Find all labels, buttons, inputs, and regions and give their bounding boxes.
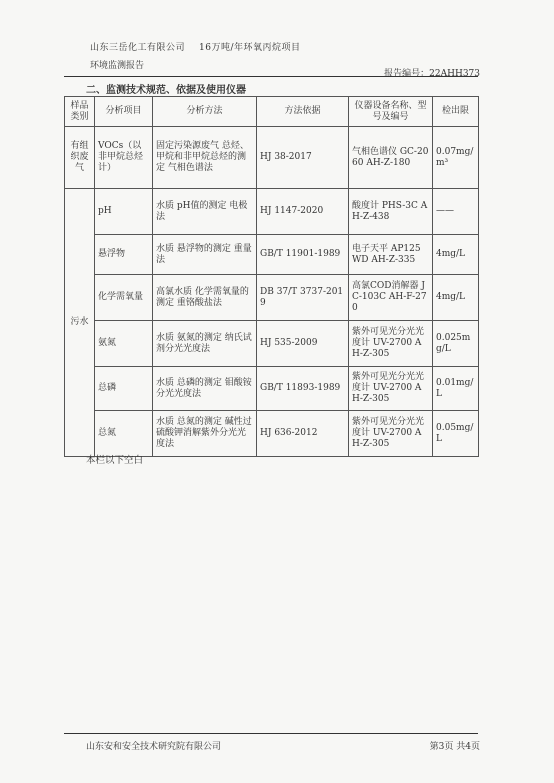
- limit-cell: 0.025mg/L: [433, 321, 479, 367]
- method-cell: 水质 氨氮的测定 纳氏试剂分光光度法: [153, 321, 257, 367]
- table-row: [65, 235, 479, 275]
- section-title: 二、监测技术规范、依据及使用仪器: [86, 85, 246, 96]
- limit-cell: 4mg/L: [433, 275, 479, 321]
- method-cell: 水质 pH值的测定 电极法: [153, 189, 257, 235]
- instrument-cell: 紫外可见光分光光度计 UV-2700 AH-Z-305: [349, 411, 433, 457]
- col-header-category: 样品类别: [65, 97, 95, 127]
- basis-cell: DB 37/T 3737-2019: [257, 275, 349, 321]
- table-row: [65, 367, 479, 411]
- col-header-limit: 检出限: [433, 97, 479, 127]
- table-row: [65, 275, 479, 321]
- table-header-row: [65, 97, 479, 127]
- header-company-project: [90, 40, 301, 53]
- basis-cell: GB/T 11893-1989: [257, 367, 349, 411]
- col-header-instrument: 仪器设备名称、型号及编号: [349, 97, 433, 127]
- footer-page-number: 第3页 共4页: [429, 742, 480, 752]
- category-cell-water: 污水: [65, 189, 95, 457]
- table-row: [65, 127, 479, 189]
- instrument-cell: 紫外可见光分光光度计 UV-2700 AH-Z-305: [349, 367, 433, 411]
- monitoring-methods-table: [64, 96, 479, 457]
- method-cell: 水质 悬浮物的测定 重量法: [153, 235, 257, 275]
- instrument-cell: 紫外可见光分光光度计 UV-2700 AH-Z-305: [349, 321, 433, 367]
- table-row: [65, 189, 479, 235]
- limit-cell: 0.07mg/m³: [433, 127, 479, 189]
- item-cell: 化学需氧量: [95, 275, 153, 321]
- item-cell: 氨氮: [95, 321, 153, 367]
- header-divider: [64, 76, 478, 77]
- instrument-cell: 酸度计 PHS-3C AH-Z-438: [349, 189, 433, 235]
- col-header-item: 分析项目: [95, 97, 153, 127]
- limit-cell: 0.01mg/L: [433, 367, 479, 411]
- limit-cell: 0.05mg/L: [433, 411, 479, 457]
- category-cell-gas: 有组织废气: [65, 127, 95, 189]
- basis-cell: HJ 535-2009: [257, 321, 349, 367]
- instrument-cell: 气相色谱仪 GC-2060 AH-Z-180: [349, 127, 433, 189]
- table-row: [65, 411, 479, 457]
- item-cell: pH: [95, 189, 153, 235]
- col-header-method: 分析方法: [153, 97, 257, 127]
- basis-cell: HJ 636-2012: [257, 411, 349, 457]
- method-cell: 水质 总氮的测定 碱性过硫酸钾消解紫外分光光度法: [153, 411, 257, 457]
- table-row: [65, 321, 479, 367]
- header-report-number: 报告编号：22AHH373: [384, 69, 480, 79]
- method-cell: 高氯水质 化学需氧量的测定 重铬酸盐法: [153, 275, 257, 321]
- header-company: 山东三岳化工有限公司: [90, 43, 186, 53]
- limit-cell: ——: [433, 189, 479, 235]
- item-cell: 悬浮物: [95, 235, 153, 275]
- method-cell: 固定污染源废气 总烃、甲烷和非甲烷总烃的测定 气相色谱法: [153, 127, 257, 189]
- item-cell: 总磷: [95, 367, 153, 411]
- item-cell: VOCs（以非甲烷总烃计）: [95, 127, 153, 189]
- header-report-type: 环境监测报告: [90, 61, 145, 71]
- instrument-cell: 电子天平 AP125WD AH-Z-335: [349, 235, 433, 275]
- footer-divider: [64, 733, 478, 734]
- basis-cell: HJ 38-2017: [257, 127, 349, 189]
- method-cell: 水质 总磷的测定 钼酸铵分光光度法: [153, 367, 257, 411]
- limit-cell: 4mg/L: [433, 235, 479, 275]
- header-project: 16万吨/年环氧丙烷项目: [199, 43, 301, 53]
- instrument-cell: 高氯COD消解器 JC-103C AH-F-270: [349, 275, 433, 321]
- footer-institute: 山东安和安全技术研究院有限公司: [86, 742, 222, 752]
- col-header-basis: 方法依据: [257, 97, 349, 127]
- basis-cell: HJ 1147-2020: [257, 189, 349, 235]
- basis-cell: GB/T 11901-1989: [257, 235, 349, 275]
- item-cell: 总氮: [95, 411, 153, 457]
- blank-below-note: 本栏以下空白: [86, 455, 144, 466]
